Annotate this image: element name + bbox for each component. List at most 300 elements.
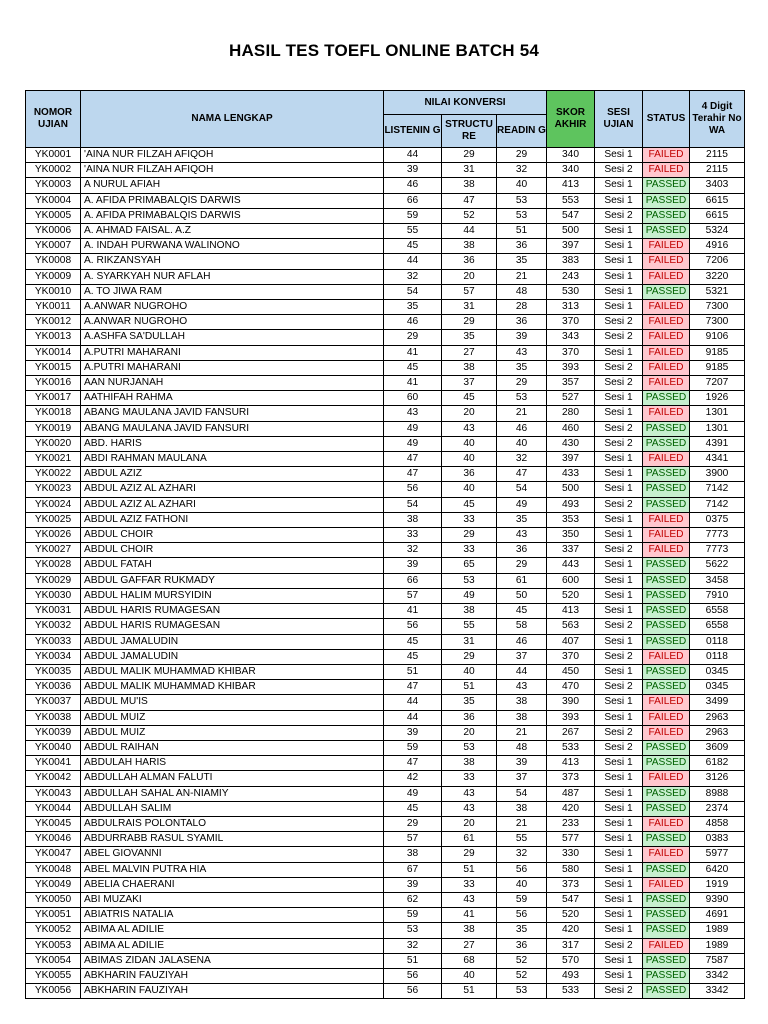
cell-nama-lengkap: ABDUL RAIHAN	[81, 740, 384, 755]
cell-sesi-ujian: Sesi 1	[595, 756, 643, 771]
cell-structure: 29	[442, 528, 497, 543]
header-listening: LISTENIN G	[384, 115, 442, 148]
cell-reading: 49	[497, 497, 547, 512]
cell-reading: 58	[497, 619, 547, 634]
cell-skor-akhir: 443	[547, 558, 595, 573]
cell-structure: 38	[442, 756, 497, 771]
cell-digit-wa: 3499	[690, 695, 745, 710]
table-row	[26, 938, 745, 953]
cell-reading: 52	[497, 968, 547, 983]
cell-reading: 38	[497, 695, 547, 710]
table-row	[26, 239, 745, 254]
cell-listening: 32	[384, 938, 442, 953]
cell-structure: 36	[442, 467, 497, 482]
cell-nama-lengkap: AAN NURJANAH	[81, 376, 384, 391]
cell-reading: 35	[497, 512, 547, 527]
cell-nomor-ujian: YK0002	[26, 163, 81, 178]
cell-structure: 52	[442, 208, 497, 223]
cell-nomor-ujian: YK0015	[26, 360, 81, 375]
cell-listening: 44	[384, 148, 442, 163]
cell-structure: 53	[442, 740, 497, 755]
cell-reading: 29	[497, 148, 547, 163]
cell-status: FAILED	[643, 376, 690, 391]
cell-nama-lengkap: A. SYARKYAH NUR AFLAH	[81, 269, 384, 284]
cell-sesi-ujian: Sesi 1	[595, 178, 643, 193]
cell-nama-lengkap: ABEL MALVIN PUTRA HIA	[81, 862, 384, 877]
header-sesi-ujian: SESI UJIAN	[595, 91, 643, 148]
cell-listening: 56	[384, 968, 442, 983]
cell-structure: 51	[442, 984, 497, 999]
cell-digit-wa: 9106	[690, 330, 745, 345]
cell-status: PASSED	[643, 968, 690, 983]
cell-listening: 54	[384, 497, 442, 512]
cell-nomor-ujian: YK0040	[26, 740, 81, 755]
cell-sesi-ujian: Sesi 1	[595, 923, 643, 938]
cell-structure: 47	[442, 193, 497, 208]
cell-structure: 49	[442, 588, 497, 603]
cell-skor-akhir: 520	[547, 588, 595, 603]
cell-structure: 38	[442, 239, 497, 254]
cell-skor-akhir: 580	[547, 862, 595, 877]
cell-nama-lengkap: A.PUTRI MAHARANI	[81, 360, 384, 375]
cell-nama-lengkap: ABDUL MUIZ	[81, 710, 384, 725]
cell-status: FAILED	[643, 360, 690, 375]
cell-digit-wa: 7910	[690, 588, 745, 603]
cell-sesi-ujian: Sesi 1	[595, 284, 643, 299]
table-row	[26, 178, 745, 193]
cell-skor-akhir: 313	[547, 300, 595, 315]
cell-sesi-ujian: Sesi 2	[595, 680, 643, 695]
cell-nama-lengkap: ABIMAS ZIDAN JALASENA	[81, 953, 384, 968]
cell-nama-lengkap: A.ASHFA SA'DULLAH	[81, 330, 384, 345]
header-skor-akhir: SKOR AKHIR	[547, 91, 595, 148]
cell-nama-lengkap: ABKHARIN FAUZIYAH	[81, 984, 384, 999]
cell-sesi-ujian: Sesi 2	[595, 376, 643, 391]
cell-listening: 56	[384, 619, 442, 634]
cell-listening: 59	[384, 908, 442, 923]
table-row	[26, 330, 745, 345]
cell-skor-akhir: 370	[547, 649, 595, 664]
cell-reading: 51	[497, 224, 547, 239]
cell-structure: 31	[442, 300, 497, 315]
cell-status: PASSED	[643, 604, 690, 619]
cell-structure: 20	[442, 725, 497, 740]
cell-sesi-ujian: Sesi 1	[595, 953, 643, 968]
table-row	[26, 543, 745, 558]
cell-skor-akhir: 530	[547, 284, 595, 299]
cell-skor-akhir: 350	[547, 528, 595, 543]
cell-status: PASSED	[643, 740, 690, 755]
cell-listening: 41	[384, 345, 442, 360]
cell-digit-wa: 1301	[690, 421, 745, 436]
cell-status: PASSED	[643, 862, 690, 877]
cell-status: PASSED	[643, 391, 690, 406]
cell-reading: 50	[497, 588, 547, 603]
cell-status: FAILED	[643, 877, 690, 892]
table-row	[26, 680, 745, 695]
cell-reading: 32	[497, 163, 547, 178]
cell-structure: 35	[442, 695, 497, 710]
cell-digit-wa: 0345	[690, 680, 745, 695]
cell-status: PASSED	[643, 801, 690, 816]
cell-listening: 38	[384, 847, 442, 862]
cell-reading: 21	[497, 269, 547, 284]
cell-nama-lengkap: ABANG MAULANA JAVID FANSURI	[81, 421, 384, 436]
cell-reading: 35	[497, 360, 547, 375]
cell-listening: 43	[384, 406, 442, 421]
cell-structure: 51	[442, 680, 497, 695]
cell-sesi-ujian: Sesi 1	[595, 512, 643, 527]
cell-digit-wa: 6615	[690, 208, 745, 223]
cell-listening: 59	[384, 208, 442, 223]
cell-reading: 37	[497, 771, 547, 786]
cell-nama-lengkap: AATHIFAH RAHMA	[81, 391, 384, 406]
cell-skor-akhir: 370	[547, 345, 595, 360]
cell-digit-wa: 5977	[690, 847, 745, 862]
cell-nomor-ujian: YK0025	[26, 512, 81, 527]
cell-nama-lengkap: ABELIA CHAERANI	[81, 877, 384, 892]
cell-structure: 40	[442, 968, 497, 983]
cell-reading: 43	[497, 528, 547, 543]
cell-sesi-ujian: Sesi 1	[595, 345, 643, 360]
table-row	[26, 224, 745, 239]
table-row	[26, 512, 745, 527]
cell-nomor-ujian: YK0031	[26, 604, 81, 619]
header-nama-lengkap: NAMA LENGKAP	[81, 91, 384, 148]
cell-skor-akhir: 563	[547, 619, 595, 634]
cell-reading: 43	[497, 680, 547, 695]
cell-digit-wa: 6558	[690, 619, 745, 634]
cell-status: FAILED	[643, 938, 690, 953]
cell-nama-lengkap: ABDUL AZIZ FATHONI	[81, 512, 384, 527]
table-row	[26, 467, 745, 482]
table-row	[26, 558, 745, 573]
cell-nama-lengkap: A. RIKZANSYAH	[81, 254, 384, 269]
header-status: STATUS	[643, 91, 690, 148]
cell-digit-wa: 3220	[690, 269, 745, 284]
cell-nomor-ujian: YK0013	[26, 330, 81, 345]
cell-nomor-ujian: YK0009	[26, 269, 81, 284]
cell-listening: 53	[384, 923, 442, 938]
cell-digit-wa: 7300	[690, 300, 745, 315]
cell-nama-lengkap: ABDUL MU'IS	[81, 695, 384, 710]
cell-status: PASSED	[643, 680, 690, 695]
table-row	[26, 300, 745, 315]
cell-reading: 53	[497, 391, 547, 406]
table-row	[26, 725, 745, 740]
cell-reading: 56	[497, 908, 547, 923]
cell-skor-akhir: 330	[547, 847, 595, 862]
table-row	[26, 208, 745, 223]
cell-nomor-ujian: YK0024	[26, 497, 81, 512]
cell-structure: 40	[442, 664, 497, 679]
cell-skor-akhir: 433	[547, 467, 595, 482]
cell-sesi-ujian: Sesi 1	[595, 254, 643, 269]
cell-skor-akhir: 547	[547, 892, 595, 907]
cell-sesi-ujian: Sesi 1	[595, 695, 643, 710]
cell-status: FAILED	[643, 847, 690, 862]
cell-sesi-ujian: Sesi 1	[595, 406, 643, 421]
cell-nama-lengkap: ABDULLAH ALMAN FALUTI	[81, 771, 384, 786]
table-row	[26, 756, 745, 771]
cell-sesi-ujian: Sesi 1	[595, 771, 643, 786]
cell-nama-lengkap: ABDULRAIS POLONTALO	[81, 816, 384, 831]
cell-digit-wa: 3403	[690, 178, 745, 193]
cell-status: PASSED	[643, 892, 690, 907]
cell-skor-akhir: 500	[547, 482, 595, 497]
cell-reading: 32	[497, 452, 547, 467]
cell-listening: 41	[384, 604, 442, 619]
cell-nama-lengkap: ABD. HARIS	[81, 436, 384, 451]
cell-digit-wa: 7206	[690, 254, 745, 269]
cell-status: FAILED	[643, 816, 690, 831]
cell-sesi-ujian: Sesi 1	[595, 908, 643, 923]
table-row	[26, 892, 745, 907]
cell-listening: 51	[384, 953, 442, 968]
cell-listening: 29	[384, 330, 442, 345]
cell-digit-wa: 5622	[690, 558, 745, 573]
cell-sesi-ujian: Sesi 2	[595, 360, 643, 375]
cell-skor-akhir: 373	[547, 771, 595, 786]
cell-skor-akhir: 487	[547, 786, 595, 801]
cell-nomor-ujian: YK0022	[26, 467, 81, 482]
cell-status: PASSED	[643, 634, 690, 649]
table-row	[26, 771, 745, 786]
cell-structure: 38	[442, 604, 497, 619]
cell-listening: 66	[384, 193, 442, 208]
table-row	[26, 254, 745, 269]
cell-digit-wa: 3342	[690, 968, 745, 983]
cell-nomor-ujian: YK0019	[26, 421, 81, 436]
cell-nomor-ujian: YK0028	[26, 558, 81, 573]
cell-digit-wa: 4341	[690, 452, 745, 467]
cell-nomor-ujian: YK0023	[26, 482, 81, 497]
cell-listening: 44	[384, 254, 442, 269]
cell-listening: 44	[384, 710, 442, 725]
cell-nama-lengkap: ABDUL HALIM MURSYIDIN	[81, 588, 384, 603]
cell-nama-lengkap: ABDUL MALIK MUHAMMAD KHIBAR	[81, 664, 384, 679]
table-row	[26, 604, 745, 619]
table-row	[26, 816, 745, 831]
cell-structure: 65	[442, 558, 497, 573]
cell-nomor-ujian: YK0008	[26, 254, 81, 269]
cell-sesi-ujian: Sesi 2	[595, 938, 643, 953]
cell-reading: 39	[497, 756, 547, 771]
cell-nama-lengkap: A.ANWAR NUGROHO	[81, 315, 384, 330]
cell-nomor-ujian: YK0052	[26, 923, 81, 938]
cell-digit-wa: 9185	[690, 345, 745, 360]
cell-reading: 40	[497, 178, 547, 193]
cell-nomor-ujian: YK0050	[26, 892, 81, 907]
cell-nomor-ujian: YK0048	[26, 862, 81, 877]
cell-sesi-ujian: Sesi 1	[595, 467, 643, 482]
cell-skor-akhir: 373	[547, 877, 595, 892]
cell-nomor-ujian: YK0042	[26, 771, 81, 786]
cell-digit-wa: 4858	[690, 816, 745, 831]
cell-status: FAILED	[643, 269, 690, 284]
table-row	[26, 345, 745, 360]
cell-sesi-ujian: Sesi 1	[595, 148, 643, 163]
cell-status: PASSED	[643, 193, 690, 208]
cell-nomor-ujian: YK0046	[26, 832, 81, 847]
cell-sesi-ujian: Sesi 1	[595, 588, 643, 603]
cell-skor-akhir: 243	[547, 269, 595, 284]
cell-status: FAILED	[643, 300, 690, 315]
cell-structure: 40	[442, 482, 497, 497]
table-row	[26, 452, 745, 467]
header-reading: READIN G	[497, 115, 547, 148]
cell-structure: 33	[442, 543, 497, 558]
cell-status: FAILED	[643, 163, 690, 178]
cell-reading: 46	[497, 634, 547, 649]
cell-sesi-ujian: Sesi 1	[595, 664, 643, 679]
cell-reading: 53	[497, 984, 547, 999]
table-row	[26, 634, 745, 649]
cell-status: PASSED	[643, 984, 690, 999]
cell-structure: 29	[442, 315, 497, 330]
cell-sesi-ujian: Sesi 1	[595, 604, 643, 619]
cell-listening: 56	[384, 984, 442, 999]
cell-skor-akhir: 547	[547, 208, 595, 223]
cell-status: PASSED	[643, 482, 690, 497]
cell-structure: 57	[442, 284, 497, 299]
cell-status: FAILED	[643, 406, 690, 421]
cell-reading: 35	[497, 923, 547, 938]
cell-skor-akhir: 390	[547, 695, 595, 710]
cell-status: FAILED	[643, 315, 690, 330]
cell-reading: 21	[497, 725, 547, 740]
cell-skor-akhir: 397	[547, 452, 595, 467]
cell-sesi-ujian: Sesi 2	[595, 619, 643, 634]
cell-skor-akhir: 280	[547, 406, 595, 421]
cell-listening: 60	[384, 391, 442, 406]
table-row	[26, 953, 745, 968]
table-row	[26, 877, 745, 892]
cell-listening: 39	[384, 163, 442, 178]
cell-status: FAILED	[643, 649, 690, 664]
table-row	[26, 649, 745, 664]
cell-nomor-ujian: YK0049	[26, 877, 81, 892]
cell-listening: 45	[384, 360, 442, 375]
cell-digit-wa: 5324	[690, 224, 745, 239]
table-row	[26, 406, 745, 421]
cell-skor-akhir: 553	[547, 193, 595, 208]
cell-nomor-ujian: YK0036	[26, 680, 81, 695]
cell-nama-lengkap: ABDUL MALIK MUHAMMAD KHIBAR	[81, 680, 384, 695]
cell-listening: 66	[384, 573, 442, 588]
table-row	[26, 923, 745, 938]
cell-reading: 36	[497, 938, 547, 953]
cell-reading: 28	[497, 300, 547, 315]
cell-nama-lengkap: ABDUL CHOIR	[81, 543, 384, 558]
cell-reading: 29	[497, 376, 547, 391]
cell-reading: 59	[497, 892, 547, 907]
cell-reading: 56	[497, 862, 547, 877]
cell-status: FAILED	[643, 239, 690, 254]
cell-structure: 45	[442, 497, 497, 512]
cell-reading: 53	[497, 208, 547, 223]
cell-sesi-ujian: Sesi 2	[595, 330, 643, 345]
cell-structure: 43	[442, 892, 497, 907]
cell-listening: 41	[384, 376, 442, 391]
cell-digit-wa: 1989	[690, 938, 745, 953]
cell-digit-wa: 1926	[690, 391, 745, 406]
cell-listening: 45	[384, 239, 442, 254]
cell-status: PASSED	[643, 497, 690, 512]
page-title: HASIL TES TOEFL ONLINE BATCH 54	[228, 41, 540, 60]
cell-skor-akhir: 357	[547, 376, 595, 391]
table-row	[26, 619, 745, 634]
cell-reading: 46	[497, 421, 547, 436]
cell-digit-wa: 3342	[690, 984, 745, 999]
cell-nama-lengkap: ABIMA AL ADILIE	[81, 938, 384, 953]
cell-nama-lengkap: ABIATRIS NATALIA	[81, 908, 384, 923]
cell-digit-wa: 4391	[690, 436, 745, 451]
cell-listening: 47	[384, 452, 442, 467]
cell-listening: 45	[384, 649, 442, 664]
cell-nomor-ujian: YK0007	[26, 239, 81, 254]
cell-digit-wa: 7300	[690, 315, 745, 330]
cell-skor-akhir: 413	[547, 178, 595, 193]
cell-structure: 43	[442, 801, 497, 816]
cell-nomor-ujian: YK0043	[26, 786, 81, 801]
cell-nama-lengkap: ABDUL AZIZ AL AZHARI	[81, 482, 384, 497]
cell-listening: 29	[384, 816, 442, 831]
cell-sesi-ujian: Sesi 1	[595, 239, 643, 254]
cell-reading: 36	[497, 543, 547, 558]
cell-skor-akhir: 493	[547, 968, 595, 983]
cell-skor-akhir: 383	[547, 254, 595, 269]
cell-digit-wa: 6182	[690, 756, 745, 771]
cell-sesi-ujian: Sesi 1	[595, 300, 643, 315]
cell-digit-wa: 3900	[690, 467, 745, 482]
cell-status: PASSED	[643, 467, 690, 482]
cell-status: FAILED	[643, 148, 690, 163]
cell-sesi-ujian: Sesi 2	[595, 208, 643, 223]
cell-nomor-ujian: YK0038	[26, 710, 81, 725]
cell-sesi-ujian: Sesi 1	[595, 482, 643, 497]
cell-digit-wa: 3458	[690, 573, 745, 588]
cell-skor-akhir: 500	[547, 224, 595, 239]
cell-reading: 38	[497, 801, 547, 816]
cell-structure: 68	[442, 953, 497, 968]
cell-listening: 46	[384, 178, 442, 193]
table-row	[26, 832, 745, 847]
cell-nomor-ujian: YK0041	[26, 756, 81, 771]
cell-structure: 33	[442, 512, 497, 527]
cell-nomor-ujian: YK0056	[26, 984, 81, 999]
cell-digit-wa: 2115	[690, 148, 745, 163]
cell-sesi-ujian: Sesi 1	[595, 801, 643, 816]
cell-nomor-ujian: YK0054	[26, 953, 81, 968]
cell-nomor-ujian: YK0033	[26, 634, 81, 649]
cell-nama-lengkap: ABDUL GAFFAR RUKMADY	[81, 573, 384, 588]
table-row	[26, 284, 745, 299]
cell-skor-akhir: 233	[547, 816, 595, 831]
cell-skor-akhir: 413	[547, 756, 595, 771]
cell-nama-lengkap: ABDUL AZIZ AL AZHARI	[81, 497, 384, 512]
cell-sesi-ujian: Sesi 1	[595, 269, 643, 284]
cell-nomor-ujian: YK0017	[26, 391, 81, 406]
cell-structure: 41	[442, 908, 497, 923]
cell-listening: 54	[384, 284, 442, 299]
cell-listening: 67	[384, 862, 442, 877]
cell-digit-wa: 7142	[690, 482, 745, 497]
cell-listening: 46	[384, 315, 442, 330]
cell-nama-lengkap: ABANG MAULANA JAVID FANSURI	[81, 406, 384, 421]
cell-sesi-ujian: Sesi 1	[595, 816, 643, 831]
cell-nomor-ujian: YK0039	[26, 725, 81, 740]
